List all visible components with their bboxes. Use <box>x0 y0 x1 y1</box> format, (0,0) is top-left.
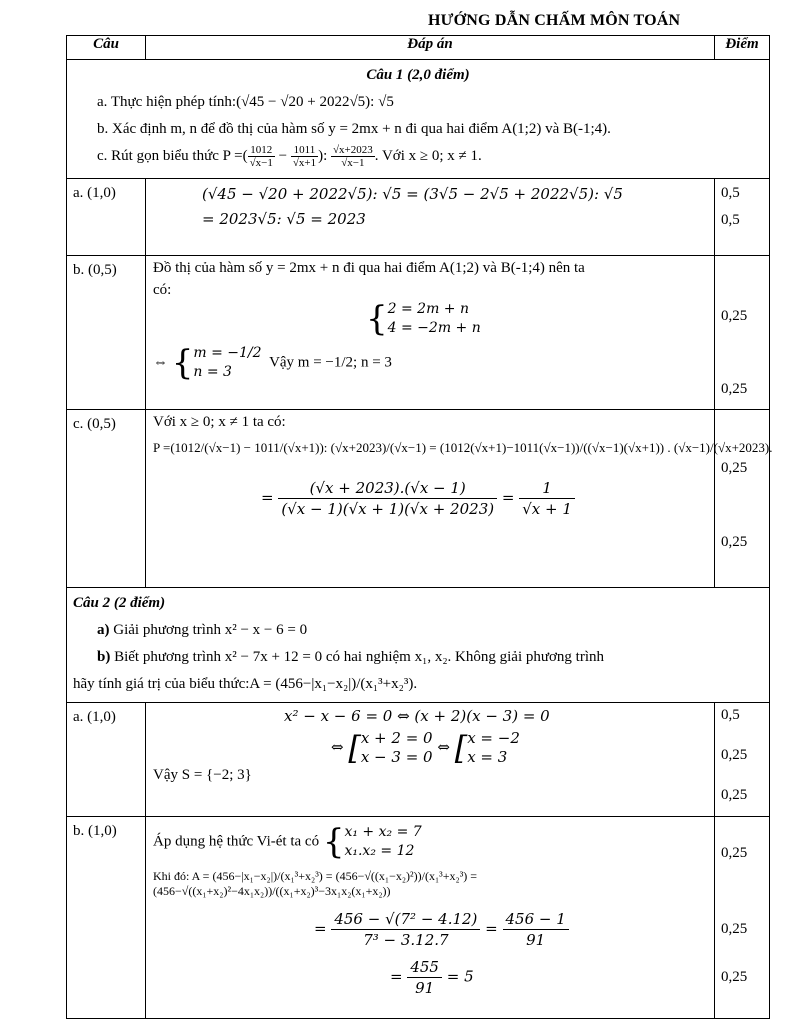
frac-num: 455 <box>407 957 442 978</box>
q1-c-result-frac <box>519 478 575 519</box>
q2-b-score3: 0,25 <box>721 969 748 985</box>
q1-a-score2: 0,5 <box>721 212 740 228</box>
frac-num: (√x + 2023).(√x − 1) <box>278 478 497 499</box>
q1-a-line1: (√45 − √20 + 2022√5): √5 = (3√5 − 2√5 + 2022√5): √5 <box>202 185 623 203</box>
q2-b-line2: Khi đó: A = (456−|x₁−x₂|)/(x₁³+x₂³) = (456−√((x₁−x₂)²))/(x₁³+x₂³) = (456−√((x₁+x₂)²−4x₁x₂))/((x₁+x₂)³−3x₁x₂(x₁+x₂)) <box>153 869 478 898</box>
case1: x + 2 = 0 <box>360 729 433 747</box>
q2-a-text: Giải phương trình x² − x − 6 = 0 <box>113 622 308 638</box>
q2-b-score2: 0,25 <box>721 921 748 937</box>
q2-b-marker: b) <box>97 649 111 665</box>
q1-heading: Câu 1 (2,0 điểm) <box>366 67 470 83</box>
q1-question-row <box>67 60 770 179</box>
q2-a-line2: ⇔ [ x + 2 = 0 x − 3 = 0 ⇔ [ x = −2 x = 3 <box>331 729 520 767</box>
header-cau: Câu <box>67 36 146 60</box>
q1-part-c: c. Rút gọn biểu thức P =( $\frac{1012}{√x-1}$ − $\frac{1011}{√x+1}$ ): $\frac{√x+2023}{√x-1}$ . Với x ≥ 0; x ≠ 1. <box>97 144 482 170</box>
case2: x − 3 = 0 <box>360 748 433 766</box>
q2-b-frac3 <box>407 957 442 998</box>
bracket-symbol: [ <box>454 729 468 767</box>
q2-a-marker: a) <box>97 622 110 638</box>
q2-heading: Câu 2 (2 điểm) <box>73 595 166 611</box>
q2-a-answer-row <box>67 703 770 817</box>
system-eq1: 2 = 2m + n <box>387 301 470 317</box>
frac-den: √x−1 <box>341 157 365 170</box>
frac-den: 7³ − 3.12.7 <box>363 931 449 949</box>
q2-b-text: Biết phương trình x² − 7x + 12 = 0 có hai nghiệm x₁, x₂. Không giải phương trình <box>114 649 605 665</box>
q1-b-line1: Đồ thị của hàm số y = 2mx + n đi qua hai điểm A(1;2) và B(-1;4) nên ta <box>153 260 585 276</box>
q2-a-line1: x² − x − 6 = 0 ⇔ (x + 2)(x − 3) = 0 <box>284 707 550 725</box>
bracket-symbol: [ <box>348 729 361 767</box>
brace-symbol: { <box>322 822 345 862</box>
viet-intro: Áp dụng hệ thức Vi-ét ta có <box>153 833 320 850</box>
q1-a-score1: 0,5 <box>721 185 740 201</box>
q2-a-score2: 0,25 <box>721 747 748 763</box>
q1-c-line2: P =(1012/(√x−1) − 1011/(√x+1)): (√x+2023)/(√x−1) = (1012(√x+1)−1011(√x−1))/((√x−1)(√x+1)) . (√x−1)/(√x+2023). <box>153 440 773 455</box>
q1-part-b: b. Xác định m, n để đồ thị của hàm số y = 2mx + n đi qua hai điểm A(1;2) và B(-1;4). <box>97 121 611 137</box>
q2-a-score3: 0,25 <box>721 787 748 803</box>
solution-m: m = −1/2 <box>193 345 262 361</box>
q1-b-conclusion: Vậy m = −1/2; n = 3 <box>269 354 392 371</box>
q1-a-label: a. (1,0) <box>67 179 146 256</box>
q2-b-result: = 5 <box>446 967 474 986</box>
frac-den: √x−1 <box>249 157 273 170</box>
document-title: HƯỚNG DẪN CHẤM MÔN TOÁN <box>428 12 681 29</box>
q2-b-line4: = $\frac{455}{91}$ = 5 <box>390 958 474 997</box>
q1-c-frac1 <box>248 144 275 169</box>
viet-sum: x₁ + x₂ = 7 <box>344 824 422 840</box>
q2-b-frac2 <box>503 909 569 950</box>
frac-den: (√x − 1)(√x + 1)(√x + 2023) <box>281 500 495 518</box>
frac-num: √x+2023 <box>333 144 373 157</box>
q1-c-prefix: c. Rút gọn biểu thức P =( <box>97 148 248 164</box>
frac-den: √x + 1 <box>522 500 572 518</box>
frac-num: 456 − √(7² − 4.12) <box>331 909 480 930</box>
q1-c-line3: = $\frac{(√x + 2023).(√x - 1)}{(√x - 1)(√x + 1)(√x + 2023)}$ = $\frac{1}{√x + 1}$ <box>261 478 575 519</box>
table-header-row <box>67 36 770 60</box>
brace-symbol: { <box>366 299 388 339</box>
q2-a-label: a. (1,0) <box>67 703 146 817</box>
solution-n: n = 3 <box>193 364 232 380</box>
q1-b-system <box>366 300 481 338</box>
q2-b-line1 <box>153 823 422 861</box>
viet-product: x₁.x₂ = 12 <box>344 843 415 859</box>
frac-num: 1012 <box>248 144 275 157</box>
frac-den: 91 <box>415 979 435 997</box>
q1-b-line2: có: <box>153 282 172 298</box>
q1-c-label: c. (0,5) <box>67 410 146 588</box>
q1-c-frac2 <box>291 144 318 169</box>
q1-a-answer-row <box>67 179 770 256</box>
q2-b-answer-row <box>67 817 770 1019</box>
frac-num: 456 − 1 <box>503 909 569 930</box>
q1-c-line1: Với x ≥ 0; x ≠ 1 ta có: <box>153 414 286 430</box>
q1-c-suffix: . Với x ≥ 0; x ≠ 1. <box>374 148 482 164</box>
brace-symbol: { <box>171 343 194 383</box>
q1-c-score1: 0,25 <box>721 460 748 476</box>
q2-a-line3: Vậy S = {−2; 3} <box>153 767 252 783</box>
q2-b-score1: 0,25 <box>721 845 748 861</box>
system-eq2: 4 = −2m + n <box>387 320 481 336</box>
q1-b-answer-row <box>67 256 770 410</box>
q2-part-b-line2: hãy tính giá trị của biểu thức:A = (456−|x₁−x₂|)/(x₁³+x₂³). <box>73 676 418 692</box>
q1-b-label: b. (0,5) <box>67 256 146 410</box>
frac-den: √x+1 <box>292 157 317 170</box>
q1-b-score2: 0,25 <box>721 381 748 397</box>
q2-b-line3: = $\frac{\text{456 − √(7² − 4.12)}}{\text{7³ − 3.12.7}}$ = $\frac{456 - 1}{91}$ <box>314 909 569 950</box>
frac-den: 91 <box>526 931 546 949</box>
q1-b-solution: ⇔ { m = −1/2 n = 3 Vậy m = −1/2; n = 3 <box>153 343 392 383</box>
q1-a-line2: = 2023√5: √5 = 2023 <box>202 210 366 228</box>
q2-question-row <box>67 588 770 703</box>
q1-b-score1: 0,25 <box>721 308 748 324</box>
q2-part-b-line1 <box>73 644 763 671</box>
q2-b-frac <box>331 909 480 950</box>
q2-a-score1: 0,5 <box>721 707 740 723</box>
grading-table <box>66 35 773 1019</box>
frac-num: 1 <box>519 478 575 499</box>
root1: x = −2 <box>467 729 520 747</box>
q2-part-a <box>73 617 763 644</box>
frac-num: 1011 <box>291 144 318 157</box>
q1-c-big-frac <box>278 478 497 519</box>
q1-part-a: a. Thực hiện phép tính:(√45 − √20 + 2022√5): √5 <box>97 94 394 110</box>
q2-b-label: b. (1,0) <box>67 817 146 1019</box>
q1-c-score2: 0,25 <box>721 534 748 550</box>
q1-c-answer-row <box>67 410 770 588</box>
q1-c-frac3 <box>331 144 375 169</box>
root2: x = 3 <box>467 748 508 766</box>
header-dap-an: Đáp án <box>146 36 715 60</box>
header-diem: Điểm <box>715 36 770 60</box>
